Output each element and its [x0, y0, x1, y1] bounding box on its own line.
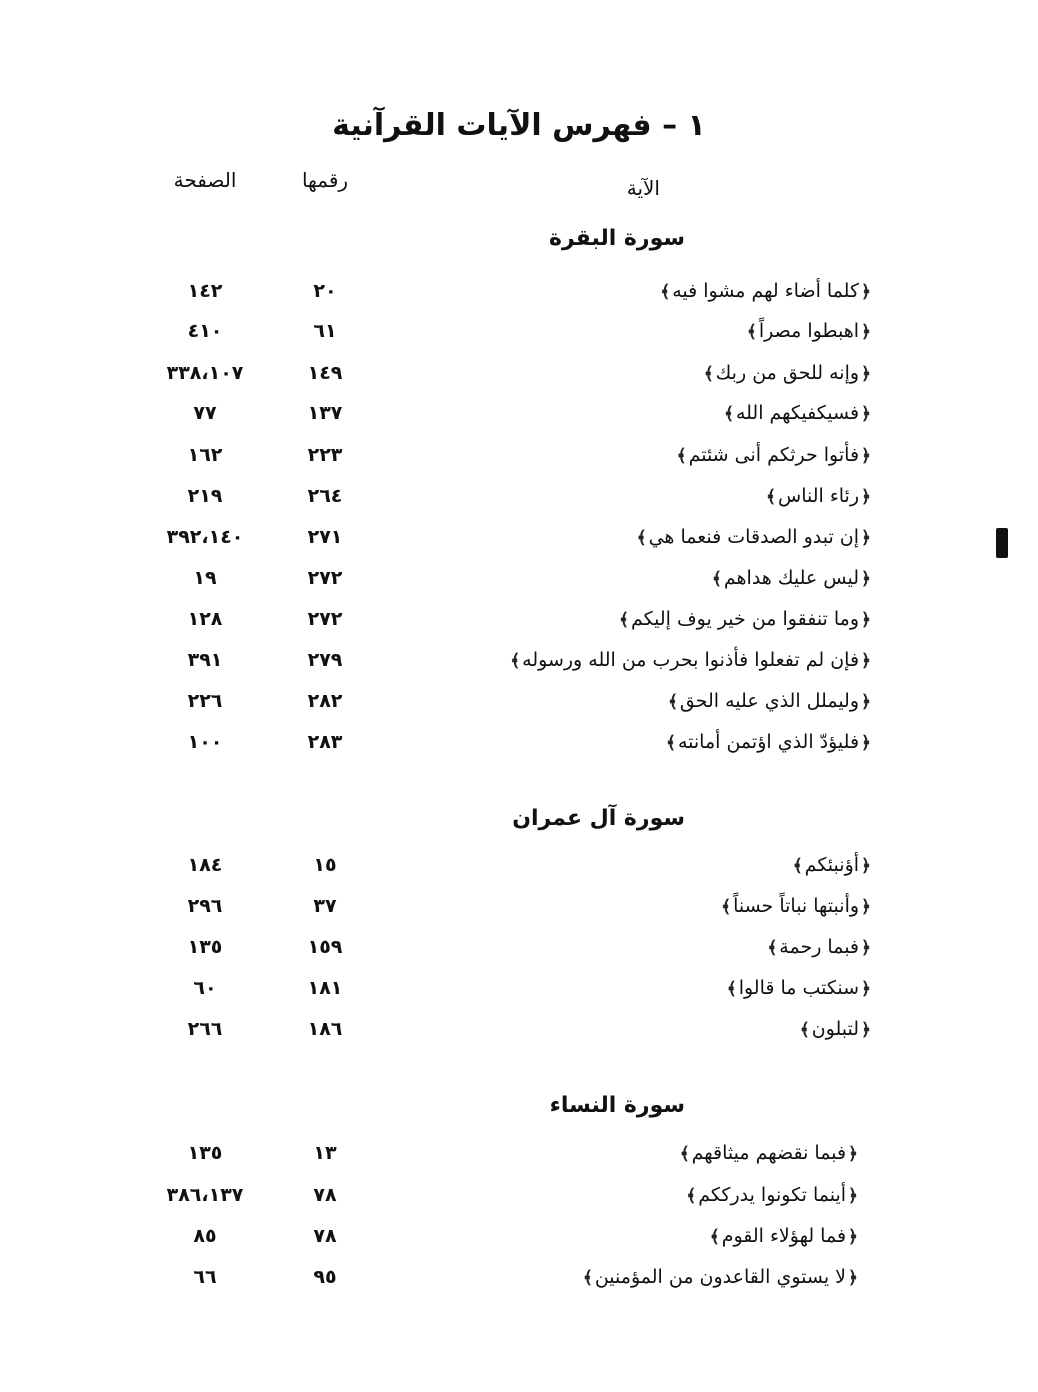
table-row	[0, 1180, 1038, 1220]
page-reference: ٤١٠	[187, 320, 223, 342]
verse-text: ﴿فما لهؤلاء القوم﴾	[709, 1225, 858, 1247]
page-reference: ٣٩٢،١٤٠	[166, 526, 244, 548]
column-header-verse: الآية	[626, 176, 660, 200]
verse-text: ﴿فبما نقضهم ميثاقهم﴾	[679, 1142, 858, 1164]
table-row	[0, 1014, 1038, 1054]
verse-text: ﴿إن تبدو الصدقات فنعما هي﴾	[636, 526, 871, 548]
verse-text: ﴿وما تنفقوا من خير يوف إليكم﴾	[619, 608, 871, 630]
table-row	[0, 522, 1038, 562]
column-header-number: رقمها	[301, 168, 349, 192]
verse-text: ﴿أؤنبئكم﴾	[792, 854, 871, 876]
page-reference: ٨٥	[193, 1225, 217, 1247]
surah-title-al-imran: سورة آل عمران	[512, 806, 685, 831]
page-reference: ١٦٢	[187, 444, 223, 466]
verse-text: ﴿وليملل الذي عليه الحق﴾	[667, 690, 871, 712]
verse-number: ٦١	[313, 320, 337, 342]
verse-number: ١٣	[313, 1142, 337, 1164]
verse-number: ١٤٩	[307, 362, 343, 384]
verse-number: ٧٨	[313, 1184, 337, 1206]
verse-text: ﴿لتبلون﴾	[799, 1018, 871, 1040]
table-row	[0, 563, 1038, 603]
verse-number: ٢٨٢	[307, 690, 343, 712]
table-row	[0, 727, 1038, 767]
page-reference: ٢٩٦	[187, 895, 223, 917]
page-title: ١ – فهرس الآيات القرآنية	[332, 108, 706, 143]
verse-number: ١٨١	[307, 977, 343, 999]
table-row	[0, 645, 1038, 685]
page-reference: ١٠٠	[187, 731, 223, 753]
verse-number: ١٥	[313, 854, 337, 876]
table-row	[0, 276, 1038, 316]
page-reference: ٣٩١	[187, 649, 223, 671]
verse-number: ٢٨٣	[307, 731, 343, 753]
surah-title-an-nisa: سورة النساء	[549, 1093, 685, 1118]
verse-text: ﴿سنكتب ما قالوا﴾	[726, 977, 871, 999]
verse-number: ١٨٦	[307, 1018, 343, 1040]
page-reference: ٣٣٨،١٠٧	[166, 362, 244, 384]
page-reference: ١٢٨	[187, 608, 223, 630]
table-row	[0, 316, 1038, 356]
table-row	[0, 973, 1038, 1013]
table-row	[0, 891, 1038, 931]
table-row	[0, 1221, 1038, 1261]
column-header-page: الصفحة	[173, 168, 237, 192]
verse-number: ٢٧١	[307, 526, 343, 548]
verse-text: ﴿فبما رحمة﴾	[767, 936, 871, 958]
verse-text: ﴿ليس عليك هداهم﴾	[711, 567, 871, 589]
surah-title-baqarah: سورة البقرة	[548, 226, 685, 251]
page-reference: ٣٨٦،١٣٧	[166, 1184, 244, 1206]
table-row	[0, 481, 1038, 521]
verse-text: ﴿فإن لم تفعلوا فأذنوا بحرب من الله ورسوله﴾	[510, 649, 871, 671]
page-reference: ١٣٥	[187, 1142, 223, 1164]
verse-text: ﴿أينما تكونوا يدرككم﴾	[686, 1184, 858, 1206]
verse-number: ٢٧٢	[307, 567, 343, 589]
verse-text: ﴿وإنه للحق من ربك﴾	[703, 362, 871, 384]
verse-text: ﴿فسيكفيكهم الله﴾	[723, 402, 871, 424]
verse-number: ٢٦٤	[307, 485, 343, 507]
verse-text: ﴿لا يستوي القاعدون من المؤمنين﴾	[582, 1266, 858, 1288]
verse-number: ١٣٧	[307, 402, 343, 424]
verse-text: ﴿اهبطوا مصراً﴾	[746, 320, 871, 342]
table-row	[0, 686, 1038, 726]
page-reference: ١٤٢	[187, 280, 223, 302]
page-edge-mark	[996, 528, 1008, 558]
verse-text: ﴿وأنبتها نباتاً حسناً﴾	[721, 895, 871, 917]
page-reference: ٧٧	[193, 402, 217, 424]
page-reference: ٢٦٦	[187, 1018, 223, 1040]
verse-number: ٢٢٣	[307, 444, 343, 466]
verse-number: ٩٥	[313, 1266, 337, 1288]
page-reference: ٢٢٦	[187, 690, 223, 712]
verse-number: ٧٨	[313, 1225, 337, 1247]
page-reference: ٢١٩	[187, 485, 223, 507]
table-row	[0, 850, 1038, 890]
page-reference: ٦٦	[193, 1266, 217, 1288]
verse-number: ١٥٩	[307, 936, 343, 958]
table-row	[0, 1138, 1038, 1178]
verse-number: ٣٧	[313, 895, 337, 917]
page-reference: ١٨٤	[187, 854, 223, 876]
table-row	[0, 932, 1038, 972]
verse-text: ﴿رئاء الناس﴾	[766, 485, 871, 507]
table-row	[0, 604, 1038, 644]
verse-number: ٢٧٢	[307, 608, 343, 630]
verse-text: ﴿كلما أضاء لهم مشوا فيه﴾	[660, 280, 871, 302]
verse-number: ٢٧٩	[307, 649, 343, 671]
table-row	[0, 398, 1038, 438]
verse-number: ٢٠	[313, 280, 337, 302]
verse-text: ﴿فليؤدّ الذي اؤتمن أمانته﴾	[666, 731, 871, 753]
verse-text: ﴿فأتوا حرثكم أنى شئتم﴾	[676, 444, 871, 466]
page-reference: ٦٠	[193, 977, 217, 999]
table-row	[0, 1262, 1038, 1302]
table-row	[0, 440, 1038, 480]
page-reference: ١٩	[193, 567, 217, 589]
page-reference: ١٣٥	[187, 936, 223, 958]
table-row	[0, 358, 1038, 398]
